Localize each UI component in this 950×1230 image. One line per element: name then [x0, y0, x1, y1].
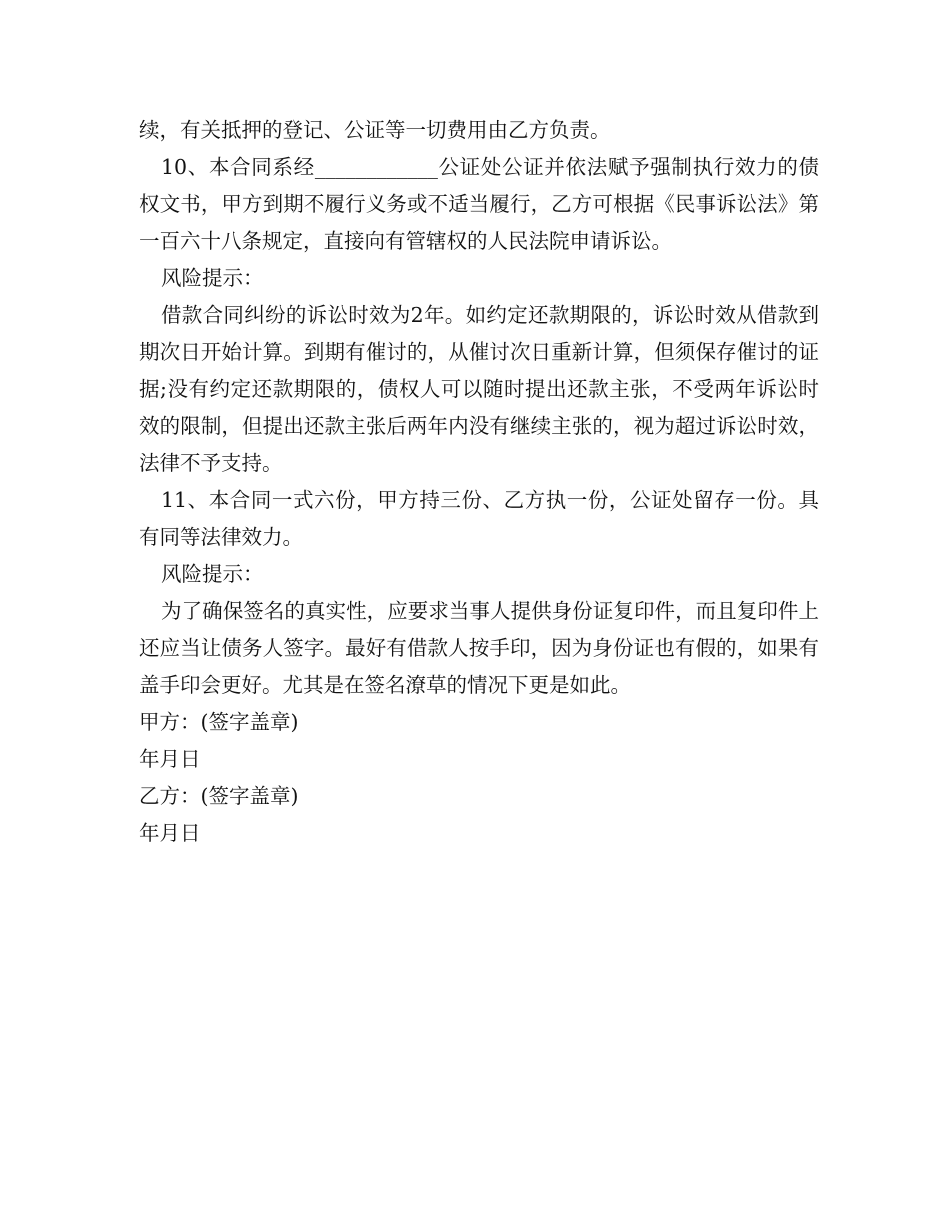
party-b-signature: 乙方：(签字盖章)	[139, 784, 299, 808]
party-b-date: 年月日	[139, 821, 201, 845]
document-body	[139, 112, 819, 852]
risk-tip-text-1: 借款合同纠纷的诉讼时效为2年。如约定还款期限的，诉讼时效从借款到期次日开始计算。到期有催讨的，从催讨次日重新计算，但须保存催讨的证据;没有约定还款期限的，债权人可以随时提出还款主张，不受两年诉讼时效的限制，但提出还款主张后两年内没有继续主张的，视为超过诉讼时效，法律不予支持。	[139, 303, 819, 475]
party-a-date: 年月日	[139, 747, 201, 771]
paragraph-continuation: 续，有关抵押的登记、公证等一切费用由乙方负责。	[139, 118, 611, 142]
party-a-signature: 甲方：(签字盖章)	[139, 710, 299, 734]
paragraph-clause-11: 11、本合同一式六份，甲方持三份、乙方执一份，公证处留存一份。具有同等法律效力。	[139, 488, 819, 549]
risk-tip-heading-1: 风险提示：	[161, 266, 264, 290]
paragraph-clause-10: 10、本合同系经____________公证处公证并依法赋予强制执行效力的债权文书，甲方到期不履行义务或不适当履行，乙方可根据《民事诉讼法》第一百六十八条规定，直接向有管辖权的人民法院申请诉讼。	[139, 155, 819, 253]
risk-tip-heading-2: 风险提示：	[161, 562, 264, 586]
risk-tip-text-2: 为了确保签名的真实性，应要求当事人提供身份证复印件，而且复印件上还应当让债务人签字。最好有借款人按手印，因为身份证也有假的，如果有盖手印会更好。尤其是在签名潦草的情况下更是如此。	[139, 599, 819, 697]
